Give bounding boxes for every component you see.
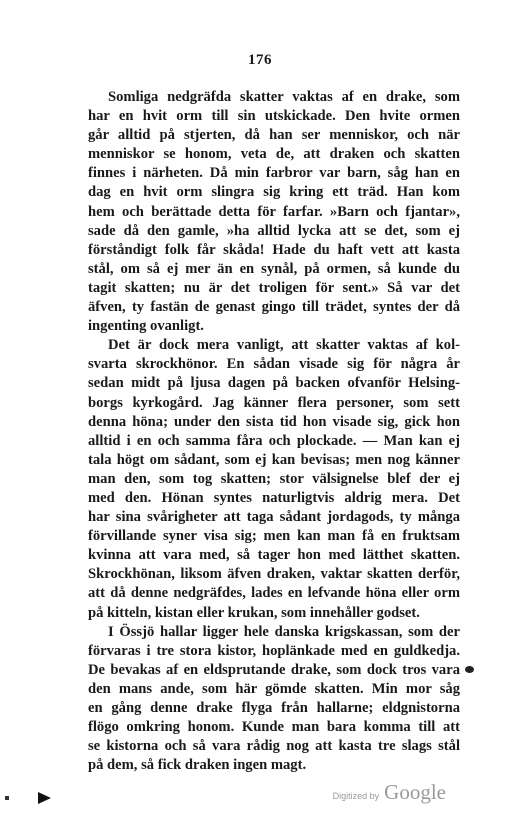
watermark-prefix: Digitized by — [332, 791, 380, 801]
text-line: har en hvit orm till sin utskickade. Den hvite ormen — [88, 108, 460, 125]
google-logo: Google — [384, 780, 446, 804]
text-line: Det är dock mera vanligt, att skatter vaktas af kol- — [108, 337, 460, 354]
text-line: se kistorna och så vara rådig nog att kasta tre slags stål — [88, 738, 460, 755]
text-line: den mans ande, som här gömde skatten. Min mor såg — [88, 680, 460, 697]
text-line: tala högt om sådant, som ej kan bevisas; men nog känner — [88, 451, 460, 468]
ink-blot-mark — [465, 666, 474, 673]
text-line: stål, om så ej mer än en synål, på ormen, så kunde du — [88, 260, 460, 277]
text-line: förvaras i tre stora kistor, hoplänkade med en guldkedja. — [88, 642, 460, 659]
text-line: denna höna; under den sista tid hon visade sig, gick hon — [88, 413, 460, 430]
text-line: äfven, ty fastän de genast gingo till trädet, syntes der då — [88, 299, 460, 316]
text-line: på dem, så fick draken ingen magt. — [88, 757, 307, 774]
text-line: I Össjö hallar ligger hele danska krigskassan, som der — [108, 623, 460, 640]
text-line: flögo omkring honom. Kunde man bara komma till att — [88, 719, 460, 736]
text-line: De bevakas af en eldsprutande drake, som dock tros vara — [88, 661, 460, 678]
text-line: Skrockhönan, liksom äfven draken, vaktar skatten derför, — [88, 566, 460, 583]
text-line: tagit skatten; nu är det troligen för sent.» Så var det — [88, 279, 460, 296]
text-line: har sina svårigheter att taga sådant jordagods, ty många — [88, 509, 460, 526]
body-text — [88, 88, 460, 775]
scan-speck-mark — [5, 796, 9, 800]
page-number: 176 — [248, 52, 272, 68]
text-line: man den, som tog skatten; stor välsignelse blef der ej — [88, 470, 460, 487]
text-line: förvillande syner visa sig; men kan man få en fruktsam — [88, 528, 460, 545]
text-line: ingenting ovanligt. — [88, 318, 204, 335]
text-line: går alltid på stjerten, då han ser menniskor, och när — [88, 127, 460, 144]
text-line: med den. Hönan syntes naturligtvis aldrig mera. Det — [88, 489, 460, 506]
text-line: sade då den gamle, »ha alltid lycka att se det, som ej — [88, 222, 460, 239]
text-line: dag en hvit orm slingra sig kring ett träd. Han kom — [88, 184, 460, 201]
text-line: alltid i en och samma fåra och plockade. — Man kan ej — [88, 432, 460, 449]
text-line: hem och berättade detta för farfar. »Barn och fjantar», — [88, 203, 460, 220]
text-line: på kitteln, kistan eller krukan, som innehåller godset. — [88, 604, 420, 621]
page-arrow-mark — [38, 792, 51, 804]
text-line: finnes i närheten. Då min farbror var barn, såg han en — [88, 165, 460, 182]
text-line: svarta skrockhönor. En sådan visade sig för några år — [88, 356, 460, 373]
text-line: Somliga nedgräfda skatter vaktas af en drake, som — [108, 89, 460, 105]
text-line: att då denne nedgräfdes, lades en lefvande höna eller orm — [88, 585, 460, 602]
digitized-watermark — [333, 780, 446, 805]
text-line: förståndigt folk får skåda! Hade du haft vett att kasta — [88, 241, 460, 258]
text-line: kvinna att vara med, så tager hon med lätthet skatten. — [88, 547, 460, 564]
text-line: menniskor se honom, veta de, att draken och skatten — [88, 146, 460, 163]
text-line: en gång denne drake flyga från hallarne; eldgnistorna — [88, 700, 460, 716]
text-line: sedan midt på ljusa dagen på backen ofvanför Helsing- — [88, 375, 460, 392]
text-line: borgs kyrkogård. Jag känner flera personer, som sett — [88, 394, 460, 411]
